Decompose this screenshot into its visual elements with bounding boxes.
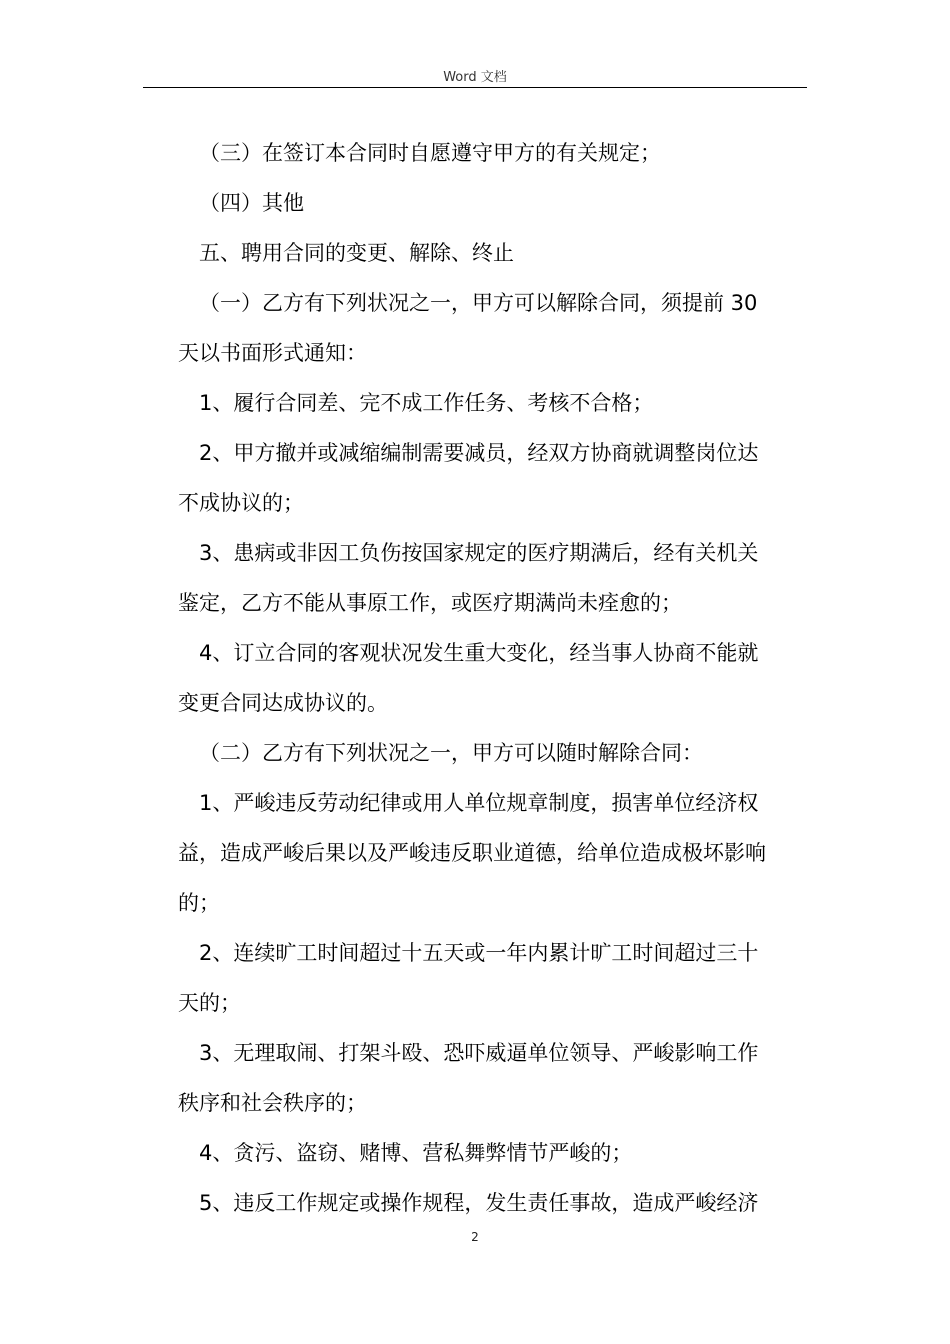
paragraph-line: 鉴定，乙方不能从事原工作，或医疗期满尚未痊愈的；: [178, 591, 682, 615]
paragraph-line: 1、履行合同差、完不成工作任务、考核不合格；: [199, 391, 654, 415]
paragraph-line: 秩序和社会秩序的；: [178, 1091, 367, 1115]
paragraph-line: 天的；: [178, 991, 241, 1015]
paragraph-line: （三）在签订本合同时自愿遵守甲方的有关规定；: [199, 141, 661, 165]
paragraph-line: （二）乙方有下列状况之一，甲方可以随时解除合同：: [199, 741, 703, 765]
page-header: Word 文档: [443, 70, 507, 85]
document-body: [178, 128, 804, 1228]
header-divider: [143, 87, 807, 88]
paragraph-line: 2、甲方撤并或减缩编制需要减员，经双方协商就调整岗位达: [199, 441, 759, 465]
paragraph-line: 的；: [178, 891, 220, 915]
paragraph-line: 3、患病或非因工负伤按国家规定的医疗期满后，经有关机关: [199, 541, 759, 565]
paragraph-line: 益，造成严峻后果以及严峻违反职业道德，给单位造成极坏影响: [178, 841, 766, 865]
paragraph-line: 天以书面形式通知：: [178, 341, 367, 365]
paragraph-line: 变更合同达成协议的。: [178, 691, 388, 715]
paragraph-line: （四）其他: [199, 191, 304, 215]
paragraph-line: 不成协议的；: [178, 491, 304, 515]
paragraph-line: 1、严峻违反劳动纪律或用人单位规章制度，损害单位经济权: [199, 791, 759, 815]
paragraph-line: 5、违反工作规定或操作规程，发生责任事故，造成严峻经济: [199, 1191, 759, 1215]
paragraph-line: 3、无理取闹、打架斗殴、恐吓威逼单位领导、严峻影响工作: [199, 1041, 759, 1065]
paragraph-line: 4、贪污、盗窃、赌博、营私舞弊情节严峻的；: [199, 1141, 633, 1165]
section-heading: 五、聘用合同的变更、解除、终止: [199, 241, 514, 265]
paragraph-line: 4、订立合同的客观状况发生重大变化，经当事人协商不能就: [199, 641, 759, 665]
page-number: 2: [471, 1230, 479, 1244]
paragraph-line: （一）乙方有下列状况之一，甲方可以解除合同，须提前 30: [199, 291, 758, 315]
paragraph-line: 2、连续旷工时间超过十五天或一年内累计旷工时间超过三十: [199, 941, 759, 965]
